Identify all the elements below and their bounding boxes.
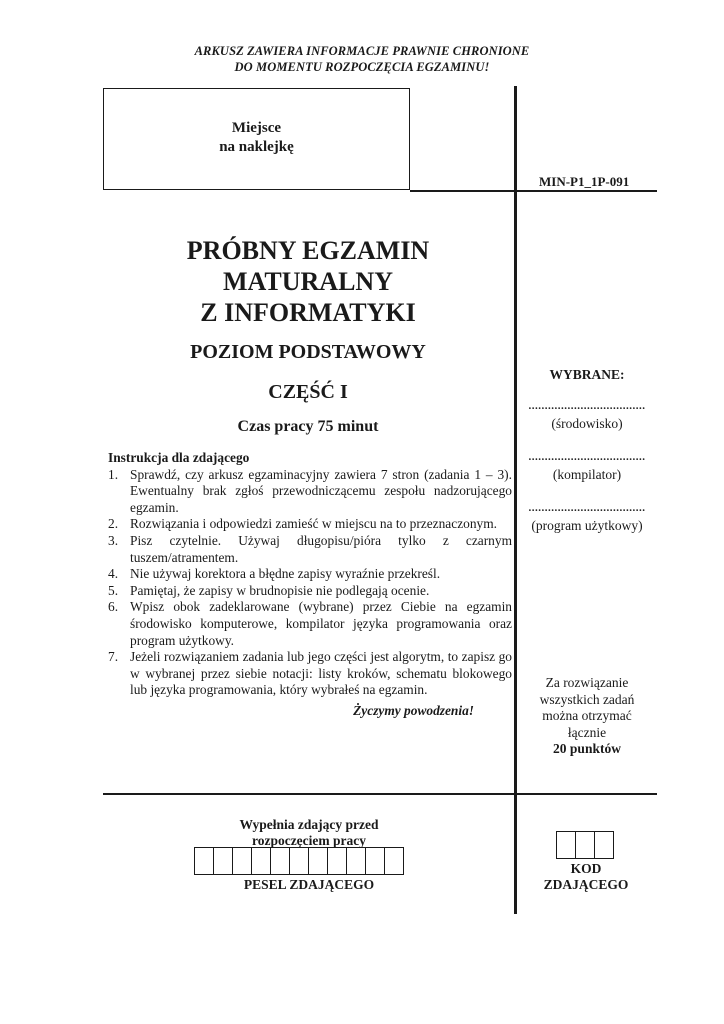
instruction-number: 3.	[108, 532, 119, 548]
pesel-note-line2: rozpoczęciem pracy	[251, 833, 367, 848]
sticker-label-line2: na naklejkę	[219, 139, 294, 155]
pesel-cell[interactable]	[194, 847, 214, 875]
instruction-text: Pamiętaj, że zapisy w brudnopisie nie podlegają ocenie.	[130, 582, 430, 598]
pesel-cell[interactable]	[346, 847, 366, 875]
instruction-item	[108, 583, 512, 600]
instruction-item	[108, 467, 512, 517]
points-line1: Za rozwiązanie	[545, 675, 629, 690]
program-dotline: ....................................	[528, 502, 646, 514]
instruction-number: 6.	[108, 599, 119, 615]
kod-label-line2: ZDAJĄCEGO	[543, 877, 629, 892]
kod-label	[527, 861, 645, 893]
instructions	[108, 450, 512, 720]
kod-cell[interactable]	[575, 831, 595, 859]
pesel-cell[interactable]	[365, 847, 385, 875]
points-info	[517, 675, 657, 758]
instruction-item	[108, 649, 512, 699]
instruction-item	[108, 533, 512, 566]
pesel-cells	[194, 847, 403, 875]
kod-cells	[556, 831, 613, 859]
pesel-cell[interactable]	[213, 847, 233, 875]
points-line3: można otrzymać	[542, 708, 632, 724]
title-line2: MATURALNY	[223, 267, 393, 296]
pesel-cell[interactable]	[251, 847, 271, 875]
kod-label-line1: KOD	[570, 861, 602, 876]
pesel-cell[interactable]	[384, 847, 404, 875]
kod-cell[interactable]	[556, 831, 576, 859]
instruction-text: Wpisz obok zadeklarowane (wybrane) przez Ciebie na egzamin środowisko komputerowe, kompilator języka programowania oraz program użytkowy.	[130, 599, 512, 648]
instruction-text: Pisz czytelnie. Używaj długopisu/pióra tylko z czarnym tuszem/atramentem.	[130, 532, 512, 565]
pesel-cell[interactable]	[308, 847, 328, 875]
time-label: Czas pracy 75 minut	[237, 418, 379, 435]
closing-wish: Życzymy powodzenia!	[353, 702, 474, 718]
instruction-item	[108, 599, 512, 649]
instruction-number: 4.	[108, 566, 119, 582]
environment-dotline: ....................................	[528, 400, 646, 412]
pesel-note-line1: Wypełnia zdający przed	[239, 817, 379, 832]
header-warning-line2: DO MOMENTU ROZPOCZĘCIA EGZAMINU!	[234, 60, 490, 74]
instructions-list	[108, 467, 512, 699]
pesel-note	[194, 817, 424, 849]
instruction-text: Sprawdź, czy arkusz egzaminacyjny zawiera 7 stron (zadania 1 – 3). Ewentualny brak zgłoś przewodniczącemu zespołu nadzorującego egzamin.	[130, 466, 512, 515]
exam-code: MIN-P1_1P-091	[539, 174, 630, 189]
compiler-dotline: ....................................	[528, 451, 646, 463]
pesel-cell[interactable]	[232, 847, 252, 875]
level-label: POZIOM PODSTAWOWY	[190, 341, 426, 363]
part-label: CZĘŚĆ I	[268, 381, 348, 403]
instruction-number: 7.	[108, 649, 119, 665]
compiler-label: (kompilator)	[552, 467, 622, 482]
instruction-number: 5.	[108, 582, 119, 598]
selected-heading: WYBRANE:	[549, 367, 625, 382]
instruction-text: Rozwiązania i odpowiedzi zamieść w miejscu na to przeznaczonym.	[130, 516, 497, 532]
header-warning-line1: ARKUSZ ZAWIERA INFORMACJE PRAWNIE CHRONIONE	[194, 44, 530, 58]
instruction-number: 1.	[108, 466, 119, 482]
pesel-cell[interactable]	[289, 847, 309, 875]
instruction-number: 2.	[108, 516, 119, 532]
instruction-item	[108, 566, 512, 583]
instruction-text: Jeżeli rozwiązaniem zadania lub jego części jest algorytm, to zapisz go w wybranej przez siebie notacji: listy kroków, schematu blokowego lub języka programowania, który wybrałeś na egzamin.	[130, 649, 512, 698]
title-line3: Z INFORMATYKI	[200, 298, 416, 327]
instruction-text: Nie używaj korektora a błędne zapisy wyraźnie przekreśl.	[130, 566, 441, 582]
instructions-heading: Instrukcja dla zdającego	[108, 450, 250, 465]
pesel-cell[interactable]	[270, 847, 290, 875]
title-line1: PRÓBNY EGZAMIN	[186, 236, 430, 265]
points-line2: wszystkich zadań	[539, 691, 635, 707]
sticker-label-line1: Miejsce	[231, 120, 282, 136]
environment-label: (środowisko)	[551, 416, 623, 431]
points-line5: 20 punktów	[553, 741, 621, 757]
main-vertical-divider	[514, 86, 517, 914]
code-underline	[410, 190, 657, 192]
bottom-divider	[103, 793, 657, 795]
sticker-box	[103, 88, 410, 190]
program-label: (program użytkowy)	[531, 518, 643, 533]
pesel-label: PESEL ZDAJĄCEGO	[243, 877, 375, 892]
instruction-item	[108, 516, 512, 533]
pesel-cell[interactable]	[327, 847, 347, 875]
kod-cell[interactable]	[594, 831, 614, 859]
points-line4: łącznie	[567, 724, 607, 740]
